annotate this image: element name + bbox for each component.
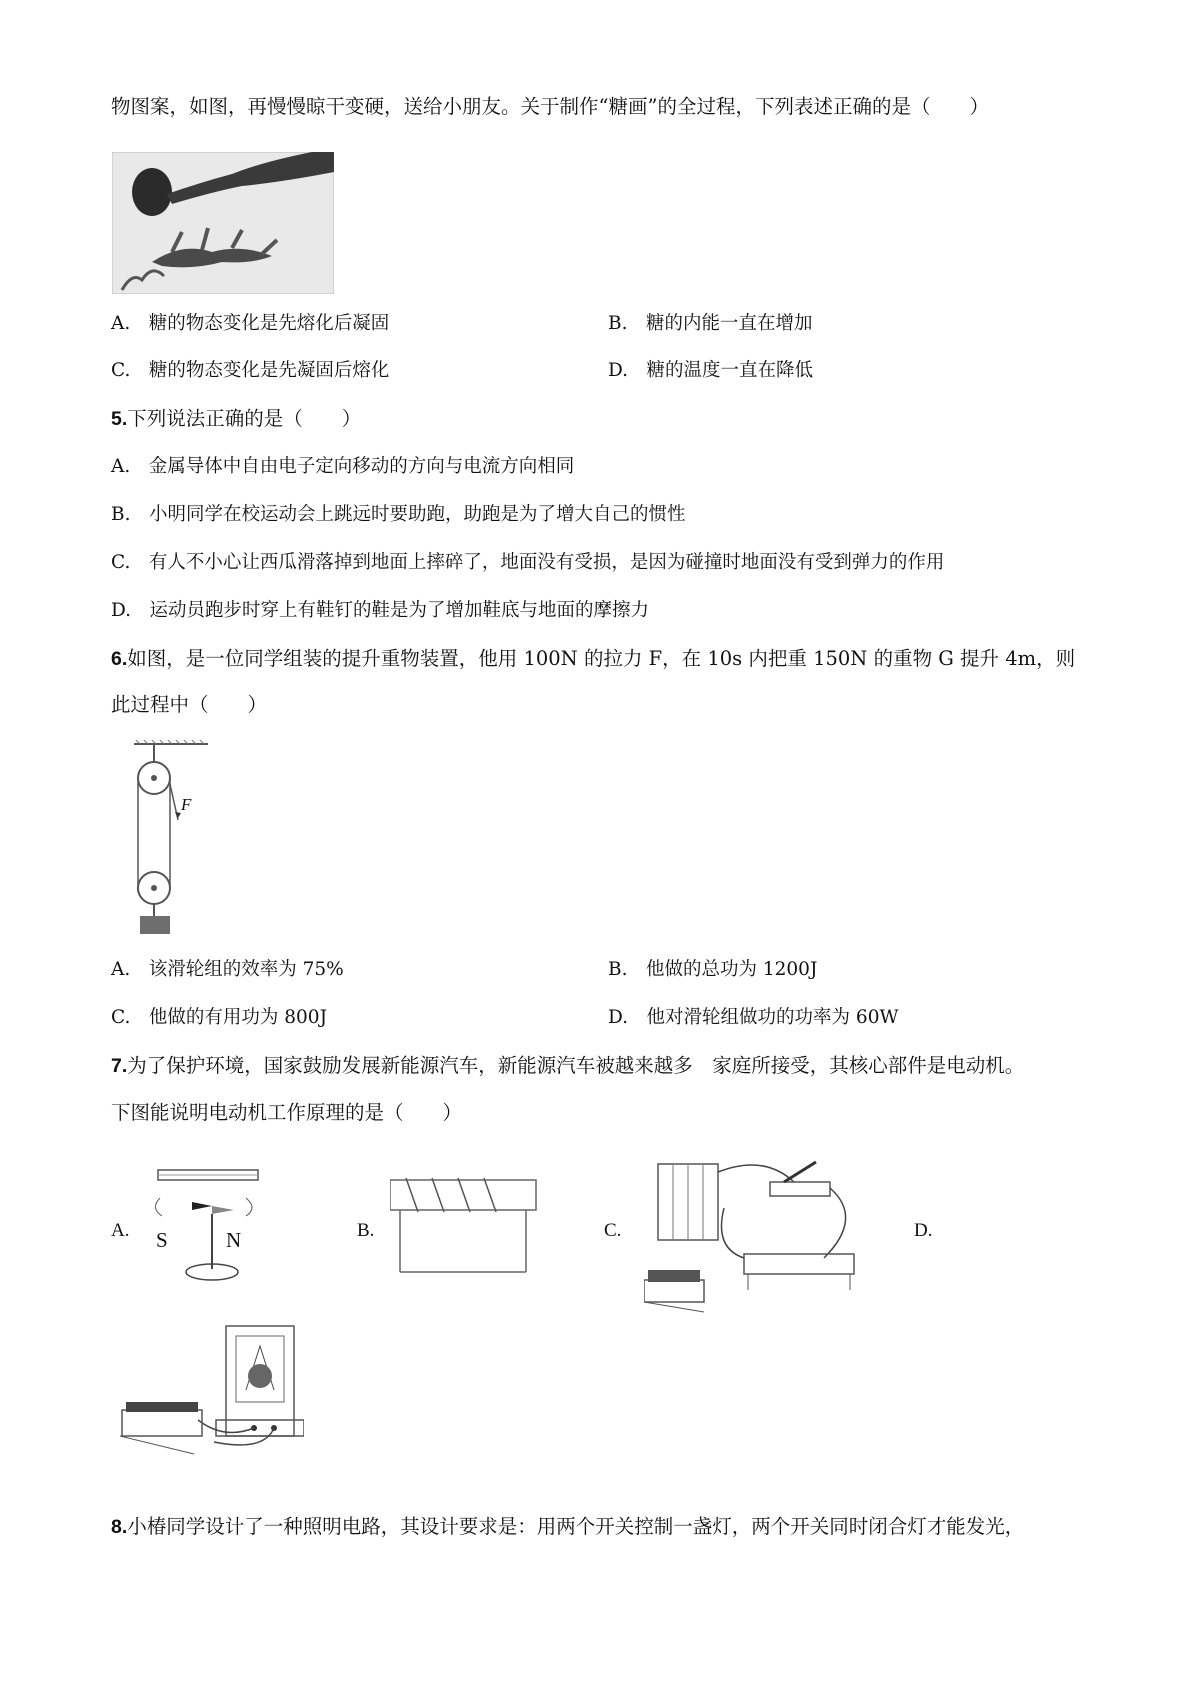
q7-stem-text: 为了保护环境，国家鼓励发展新能源汽车，新能源汽车被越来越多 家庭所接受，其核心部件是电动机。 <box>127 1054 1025 1077</box>
q7-stem-line1 <box>111 1051 1024 1081</box>
q7-number: 7. <box>111 1055 128 1077</box>
q7-figure-b-label: B. <box>357 1220 375 1241</box>
q4-option-c: C. 糖的物态变化是先凝固后熔化 <box>111 360 390 381</box>
q7-figure-a-label: A. <box>111 1220 130 1241</box>
q7-figure-b-solenoid <box>390 1176 540 1276</box>
q6-number: 6. <box>111 648 128 670</box>
q5-option-b: B. 小明同学在校运动会上跳远时要助跑，助跑是为了增大自己的惯性 <box>111 504 686 525</box>
q6-force-label: F <box>181 795 192 814</box>
q8-number: 8. <box>111 1516 128 1538</box>
q6-option-d: D. 他对滑轮组做功的功率为 60W <box>608 1007 899 1028</box>
q4-option-a: A. 糖的物态变化是先熔化后凝固 <box>111 313 390 334</box>
q6-stem-line1 <box>111 644 1075 674</box>
q8-stem <box>111 1512 1024 1542</box>
q6-stem-line2: 此过程中（ ） <box>111 693 268 716</box>
q7-figure-a-compass-wire <box>142 1164 262 1286</box>
q5-number: 5. <box>111 408 128 430</box>
q5-option-a: A. 金属导体中自由电子定向移动的方向与电流方向相同 <box>111 456 575 477</box>
q6-option-c: C. 他做的有用功为 800J <box>111 1007 327 1028</box>
q4-option-d: D. 糖的温度一直在降低 <box>608 360 814 381</box>
q7-figure-c-circuit <box>644 1158 874 1316</box>
q7-figure-a-s-label: S <box>156 1228 168 1252</box>
q5-stem <box>111 404 361 434</box>
q4-stem-tail: 物图案，如图，再慢慢晾干变硬，送给小朋友。关于制作“糖画”的全过程，下列表述正确的是（ ） <box>111 95 989 118</box>
q6-option-a: A. 该滑轮组的效率为 75% <box>111 959 344 980</box>
q4-option-b: B. 糖的内能一直在增加 <box>608 313 813 334</box>
q5-option-c: C. 有人不小心让西瓜滑落掉到地面上摔碎了，地面没有受损，是因为碰撞时地面没有受到弹力的作用 <box>111 552 945 573</box>
q6-option-b: B. 他做的总功为 1200J <box>608 959 818 980</box>
q7-figure-d-galvanometer <box>114 1320 304 1460</box>
q8-stem-text: 小椿同学设计了一种照明电路，其设计要求是：用两个开关控制一盏灯，两个开关同时闭合灯才能发光， <box>127 1515 1025 1538</box>
q7-figure-c-label: C. <box>604 1220 622 1241</box>
q4-sugar-painting-photo <box>112 152 334 294</box>
q7-figure-a-n-label: N <box>226 1228 242 1252</box>
q6-stem-text: 如图，是一位同学组装的提升重物装置，他用 100N 的拉力 F，在 10s 内把重 150N 的重物 G 提升 4m，则 <box>127 647 1076 670</box>
q7-figure-d-label: D. <box>914 1220 933 1241</box>
q6-pulley-figure <box>134 740 208 936</box>
q5-stem-text: 下列说法正确的是（ ） <box>127 407 362 430</box>
q5-option-d: D. 运动员跑步时穿上有鞋钉的鞋是为了增加鞋底与地面的摩擦力 <box>111 600 650 621</box>
q7-stem-line2: 下图能说明电动机工作原理的是（ ） <box>111 1101 463 1124</box>
